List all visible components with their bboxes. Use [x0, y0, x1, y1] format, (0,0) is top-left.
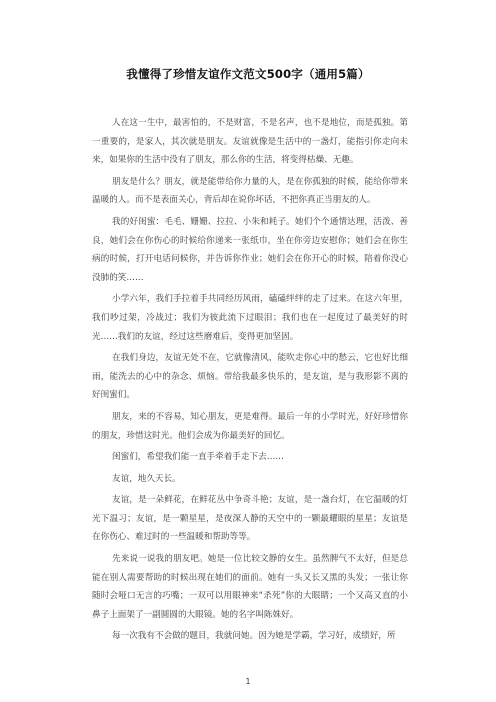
- paragraph: 友谊，地久天长。: [112, 473, 181, 484]
- paragraph: 在我们身边，友谊无处不在，它就像清风，能吹走你心中的愁云，它也好比细雨，能洗去的心中的杂念、烦恼。带给我最多快乐的，是友谊，是与我形影不离的好闺蜜们。: [92, 353, 408, 401]
- document-title: 我懂得了珍惜友谊作文范文500字（通用5篇）: [126, 67, 370, 81]
- document-body: [92, 114, 408, 649]
- paragraph: 人在这一生中，最害怕的，不是财富，不是名声，也不是地位，而是孤独。第一重要的，是家人，其次就是朋友。友谊就像是生活中的一盏灯，能指引你走向未来，如果你的生活中没有了朋友，那么你的生活，将变得枯燥、无趣。: [92, 118, 408, 166]
- paragraph: 每一次我有不会做的题目，我就问她。因为她是学霸，学习好，成绩好，所: [112, 631, 396, 642]
- page-number: 1: [245, 677, 251, 686]
- paragraph: 先来说一说我的朋友吧。她是一位比较文静的女生。虽然脾气不太好，但是总能在别人需要帮助的时候出现在她们的面前。她有一头又长又黑的头发；一张让你随时会哑口无言的巧嘴；一双可以用眼神来“杀死”你的大眼睛；一个又高又直的小鼻子上面架了一副圆圆的大眼镜。她的名字叫陈姝好。: [92, 554, 408, 620]
- paragraph: 闺蜜们，希望我们能一直手牵着手走下去……: [112, 452, 284, 463]
- paragraph: 我的好闺蜜：毛毛、姗姗、拉拉、小朱和耗子。她们个个通情达理，活泼、善良，她们会在你伤心的时候给你递来一张纸巾，坐在你旁边安慰你；她们会在你生病的时候，打开电话问候你，并告诉你作业；她们会在你开心的时候，陪着你没心没肺的笑……: [92, 216, 408, 283]
- paragraph: 朋友是什么？朋友，就是能带给你力量的人，是在你孤独的时候，能给你带来温暖的人。而不是表面关心，背后却在说你坏话，不把你真正当朋友的人。: [92, 176, 408, 206]
- paragraph: 朋友，来的不容易，知心朋友，更是难得。最后一年的小学时光，好好珍惜你的朋友，珍惜这时光。他们会成为你最美好的回忆。: [92, 411, 408, 441]
- paragraph: 友谊，是一朵鲜花，在鲜花丛中争奇斗艳；友谊，是一盏台灯，在它温暖的灯光下温习；友谊，是一颗星星，是夜深人静的天空中的一颗最耀眼的星星；友谊是在你伤心、难过时的一些温暖和帮助等等。: [92, 495, 408, 543]
- paragraph: 小学六年，我们手拉着手共同经历风雨，磕磕绊绊的走了过来。在这六年里，我们吵过架，冷战过；我们为彼此流下过眼泪；我们也在一起度过了最美好的时光……我们的友谊，经过这些磨难后，变得更加坚固。: [92, 294, 408, 342]
